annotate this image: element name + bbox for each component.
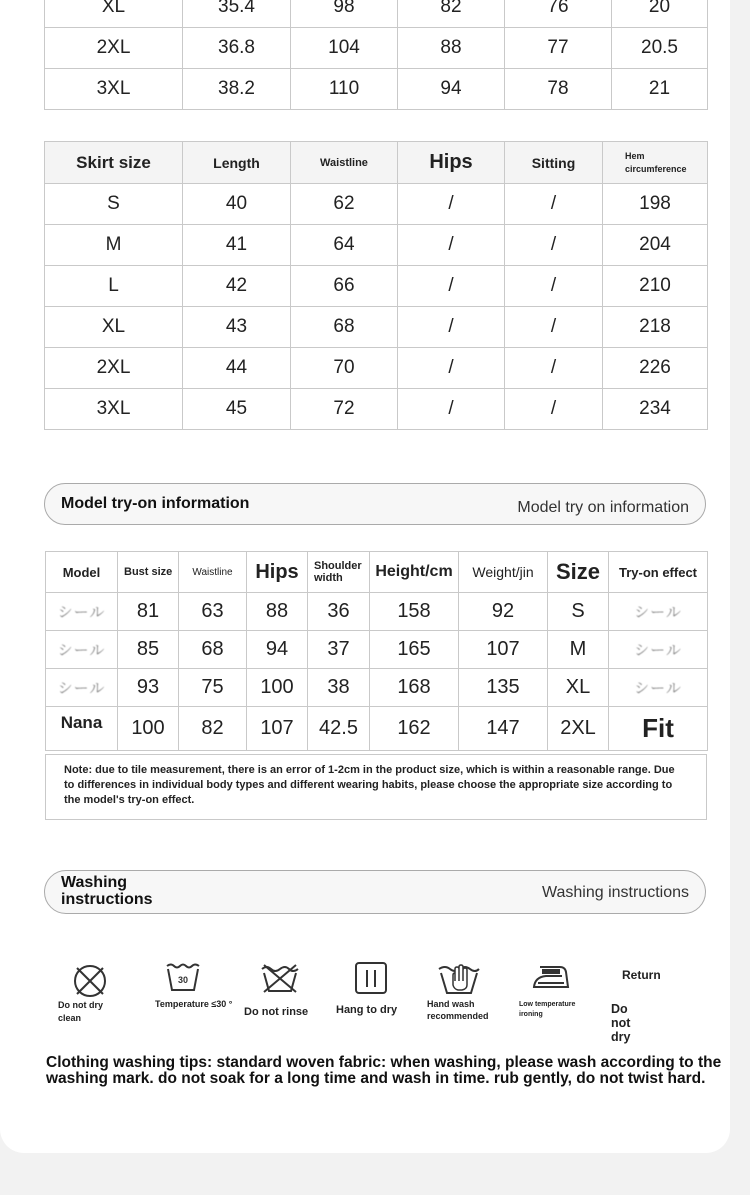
header-hips: Hips (398, 142, 505, 184)
table-row (45, 69, 708, 110)
header-hips: Hips (247, 552, 308, 593)
table-header-row (46, 552, 708, 593)
do-not-rinse-icon (260, 963, 300, 993)
washing-section-subtitle: Washing instructions (541, 884, 689, 901)
washing-label: Do not dry clean (58, 1000, 103, 1023)
table-cell: / (398, 307, 505, 348)
table-cell: 20.5 (612, 28, 708, 69)
header-height: Height/cm (370, 552, 459, 593)
table-cell: / (505, 266, 603, 307)
table-cell: XL (45, 307, 183, 348)
table-cell: 21 (612, 69, 708, 110)
table-row (45, 225, 708, 266)
table-cell: 135 (459, 669, 548, 707)
table-row (45, 0, 708, 28)
table-cell: 94 (247, 631, 308, 669)
table-cell: 63 (179, 593, 247, 631)
table-row (45, 266, 708, 307)
table-cell: 37 (308, 631, 370, 669)
table-cell: 68 (291, 307, 398, 348)
table-cell: 92 (459, 593, 548, 631)
table-row (45, 389, 708, 430)
table-cell: / (505, 184, 603, 225)
table-cell: / (398, 184, 505, 225)
table-cell: / (505, 225, 603, 266)
table-cell: 104 (291, 28, 398, 69)
table-cell: M (45, 225, 183, 266)
table-cell: 42 (183, 266, 291, 307)
table-cell: 36 (308, 593, 370, 631)
table-cell: 100 (118, 707, 179, 751)
model-name: シール (46, 631, 118, 669)
table-cell: 38 (308, 669, 370, 707)
hang-to-dry-icon (354, 961, 388, 995)
size-table (44, 0, 708, 110)
table-cell: 20 (612, 0, 708, 28)
table-cell: 204 (603, 225, 708, 266)
table-cell: / (505, 389, 603, 430)
table-cell: 226 (603, 348, 708, 389)
measurement-note: Note: due to tile measurement, there is an error of 1-2cm in the product size, which is within a reasonable range. Due to differences in individual body types and different wearing habits, please choose the appropriate size according to the model's try-on effect. (45, 754, 707, 820)
try-on-effect: シール (609, 669, 708, 707)
model-name: Nana (46, 707, 118, 751)
table-cell: 35.4 (183, 0, 291, 28)
table-cell: / (398, 225, 505, 266)
table-cell: S (548, 593, 609, 631)
header-size: Size (548, 552, 609, 593)
table-header-row (45, 142, 708, 184)
table-cell: 168 (370, 669, 459, 707)
washing-label: Temperature ≤30 ° (155, 999, 233, 1009)
washing-label: Hand wash recommended (427, 999, 489, 1021)
washing-label: Do not rinse (244, 1006, 309, 1018)
table-cell: 45 (183, 389, 291, 430)
table-cell: / (505, 307, 603, 348)
table-cell: XL (45, 0, 183, 28)
try-on-effect: シール (609, 593, 708, 631)
try-on-effect: シール (609, 631, 708, 669)
skirt-size-table (44, 141, 708, 430)
table-row (45, 348, 708, 389)
table-cell: 77 (505, 28, 612, 69)
table-cell: 88 (398, 28, 505, 69)
table-cell: 36.8 (183, 28, 291, 69)
table-cell: 75 (179, 669, 247, 707)
low-temperature-ironing-icon (532, 963, 570, 991)
washing-label: Hang to dry (336, 1004, 398, 1016)
table-cell: 198 (603, 184, 708, 225)
table-cell: / (505, 348, 603, 389)
table-cell: 2XL (45, 28, 183, 69)
table-cell: 100 (247, 669, 308, 707)
table-cell: 42.5 (308, 707, 370, 751)
table-cell: 94 (398, 69, 505, 110)
hand-wash-icon (437, 961, 481, 995)
table-cell: 40 (183, 184, 291, 225)
model-name: シール (46, 593, 118, 631)
do-not-dry-clean-icon (72, 963, 108, 999)
washing-tips: Clothing washing tips: standard woven fabric: when washing, please wash according to the washing mark. do not soak for a long time and wash in time. rub gently, do not twist hard. (46, 1054, 722, 1087)
table-cell: / (398, 266, 505, 307)
table-row (45, 184, 708, 225)
table-row (45, 307, 708, 348)
table-cell: 72 (291, 389, 398, 430)
wash-temperature-badge: 30 (177, 975, 189, 985)
table-cell: / (398, 389, 505, 430)
header-bust-size: Bust size (118, 552, 179, 593)
table-cell: 210 (603, 266, 708, 307)
table-cell: 218 (603, 307, 708, 348)
table-cell: / (398, 348, 505, 389)
table-row (46, 707, 708, 751)
table-cell: 41 (183, 225, 291, 266)
table-cell: 107 (459, 631, 548, 669)
table-cell: 2XL (548, 707, 609, 751)
table-cell: 78 (505, 69, 612, 110)
table-cell: 162 (370, 707, 459, 751)
header-hem-circumference: Hem circumference (603, 142, 708, 184)
table-cell: 147 (459, 707, 548, 751)
header-shoulder-width: Shoulder width (308, 552, 370, 593)
header-skirt-size: Skirt size (45, 142, 183, 184)
model-name: シール (46, 669, 118, 707)
table-cell: 44 (183, 348, 291, 389)
header-waistline: Waistline (179, 552, 247, 593)
header-waistline: Waistline (291, 142, 398, 184)
table-cell: S (45, 184, 183, 225)
table-row (46, 631, 708, 669)
table-cell: 98 (291, 0, 398, 28)
table-cell: 66 (291, 266, 398, 307)
table-cell: 43 (183, 307, 291, 348)
table-cell: 85 (118, 631, 179, 669)
model-section-title: Model try-on information (61, 495, 250, 512)
try-on-effect: Fit (609, 707, 708, 751)
wash-temperature-icon (165, 961, 201, 993)
table-cell: 62 (291, 184, 398, 225)
header-weight: Weight/jin (459, 552, 548, 593)
table-row (45, 28, 708, 69)
table-cell: 88 (247, 593, 308, 631)
washing-section-title: Washing instructions (61, 874, 153, 908)
table-row (46, 669, 708, 707)
table-cell: 76 (505, 0, 612, 28)
table-cell: 234 (603, 389, 708, 430)
table-cell: 38.2 (183, 69, 291, 110)
table-cell: XL (548, 669, 609, 707)
table-cell: 82 (179, 707, 247, 751)
model-section-header (44, 483, 706, 525)
table-cell: M (548, 631, 609, 669)
header-sitting: Sitting (505, 142, 603, 184)
table-cell: 68 (179, 631, 247, 669)
table-cell: 2XL (45, 348, 183, 389)
header-try-on-effect: Try-on effect (609, 552, 708, 593)
table-cell: 3XL (45, 69, 183, 110)
washing-section-header (44, 870, 706, 914)
table-cell: 81 (118, 593, 179, 631)
table-row (46, 593, 708, 631)
table-cell: 82 (398, 0, 505, 28)
table-cell: 3XL (45, 389, 183, 430)
table-cell: 64 (291, 225, 398, 266)
model-section-subtitle: Model try on information (517, 499, 689, 516)
table-cell: 93 (118, 669, 179, 707)
table-cell: 70 (291, 348, 398, 389)
washing-label: Low temperature ironing (519, 1001, 576, 1018)
table-cell: 107 (247, 707, 308, 751)
model-table (45, 551, 708, 751)
washing-label: Do not dry (611, 1002, 631, 1044)
table-cell: 110 (291, 69, 398, 110)
table-cell: 165 (370, 631, 459, 669)
header-length: Length (183, 142, 291, 184)
header-model: Model (46, 552, 118, 593)
table-cell: 158 (370, 593, 459, 631)
table-cell: L (45, 266, 183, 307)
return-icon: Return (622, 968, 661, 982)
